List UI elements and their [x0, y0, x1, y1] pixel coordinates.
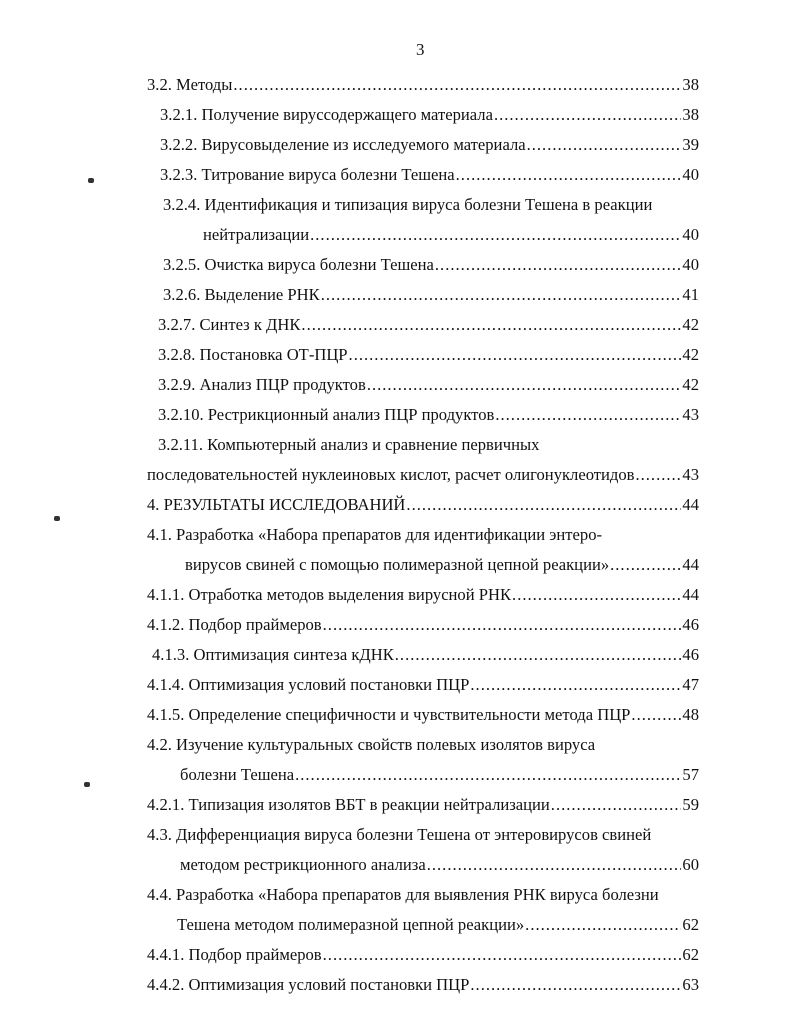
toc-entry-title: 4.4.1. Подбор праймеров: [147, 945, 322, 964]
toc-entry-title: 4.2.1. Типизация изолятов ВБТ в реакции нейтрализации: [147, 795, 550, 814]
toc-entry: [163, 195, 699, 217]
toc-entry: [185, 555, 699, 577]
toc-entry-page: 38: [682, 75, 699, 94]
scan-speck: [88, 178, 94, 183]
toc-entry-page: 46: [682, 645, 699, 664]
toc-entry-page: 46: [682, 615, 699, 634]
toc-entry-title: болезни Тешена: [180, 765, 295, 784]
toc-entry: [147, 795, 699, 817]
leader-dots: [323, 615, 682, 635]
leader-dots: [395, 645, 682, 665]
scan-speck: [54, 516, 60, 521]
leader-dots: [435, 255, 682, 275]
toc-entry-title: 3.2.9. Анализ ПЦР продуктов: [158, 375, 366, 394]
toc-entry-title: 4.4. Разработка «Набора препаратов для выявления РНК вируса болезни: [147, 885, 659, 904]
leader-dots: [470, 675, 681, 695]
toc-entry-page: 42: [682, 345, 699, 364]
toc-entry: [147, 825, 699, 847]
leader-dots: [631, 705, 681, 725]
toc-entry-page: 62: [682, 945, 699, 964]
toc-entry-title: 3.2.6. Выделение РНК: [163, 285, 320, 304]
leader-dots: [512, 585, 681, 605]
toc-entry-page: 59: [682, 795, 699, 814]
toc-entry-title: 3.2.4. Идентификация и типизация вируса болезни Тешена в реакции: [163, 195, 653, 214]
toc-entry-title: 3.2.8. Постановка ОТ-ПЦР: [158, 345, 348, 364]
toc-entry-page: 60: [682, 855, 699, 874]
toc-entry-page: 48: [682, 705, 699, 724]
toc-entry: [158, 375, 699, 397]
leader-dots: [323, 945, 682, 965]
toc-entry-title: 4.1.1. Отработка методов выделения вирусной РНК: [147, 585, 512, 604]
toc-entry-title: 3.2.10. Рестрикционный анализ ПЦР продуктов: [158, 405, 495, 424]
toc-entry: [147, 615, 699, 637]
toc-entry-title: 4.1.4. Оптимизация условий постановки ПЦР: [147, 675, 470, 694]
toc-entry-page: 43: [682, 465, 699, 484]
leader-dots: [295, 765, 681, 785]
toc-entry-title: 4.1. Разработка «Набора препаратов для идентификации энтеро-: [147, 525, 603, 544]
toc-entry-title: 4.4.2. Оптимизация условий постановки ПЦР: [147, 975, 470, 994]
leader-dots: [301, 315, 681, 335]
scan-speck: [84, 782, 90, 787]
toc-entry: [147, 465, 699, 487]
page-number: 3: [416, 40, 425, 59]
toc-entry-title: методом рестрикционного анализа: [180, 855, 426, 874]
toc-entry: [147, 75, 699, 97]
toc-entry-page: 40: [682, 255, 699, 274]
toc-entry-title: 4.1.2. Подбор праймеров: [147, 615, 322, 634]
toc-entry-title: 3.2.2. Вирусовыделение из исследуемого материала: [160, 135, 526, 154]
toc-entry: [180, 765, 699, 787]
toc-entry-title: нейтрализации: [203, 225, 310, 244]
leader-dots: [349, 345, 682, 365]
toc-entry: [147, 585, 699, 607]
toc-entry-page: 44: [682, 555, 699, 574]
toc-entry: [158, 435, 699, 457]
toc-entry-title: 4.2. Изучение культуральных свойств полевых изолятов вируса: [147, 735, 596, 754]
toc-entry-title: 3.2.3. Титрование вируса болезни Тешена: [160, 165, 455, 184]
toc-entry-title: последовательностей нуклеиновых кислот, расчет олигонуклеотидов: [147, 465, 635, 484]
toc-entry-title: 4.1.5. Определение специфичности и чувствительности метода ПЦР: [147, 705, 631, 724]
leader-dots: [427, 855, 682, 875]
toc-entry-page: 57: [682, 765, 699, 784]
toc-entry-title: 3.2.5. Очистка вируса болезни Тешена: [163, 255, 434, 274]
leader-dots: [527, 135, 682, 155]
leader-dots: [456, 165, 682, 185]
toc-entry: [158, 345, 699, 367]
leader-dots: [635, 465, 681, 485]
toc-entry-page: 40: [682, 225, 699, 244]
toc-entry-title: Тешена методом полимеразной цепной реакции»: [177, 915, 525, 934]
toc-entry: [147, 525, 699, 547]
leader-dots: [470, 975, 681, 995]
toc-entry: [160, 105, 699, 127]
toc-entry-page: 62: [682, 915, 699, 934]
toc-entry-page: 44: [682, 495, 699, 514]
toc-entry-title: 4.1.3. Оптимизация синтеза кДНК: [152, 645, 394, 664]
toc-entry: [147, 975, 699, 997]
leader-dots: [367, 375, 682, 395]
leader-dots: [321, 285, 682, 305]
toc-entry-page: 44: [682, 585, 699, 604]
toc-entry-page: 40: [682, 165, 699, 184]
leader-dots: [494, 105, 681, 125]
toc-entry-page: 42: [682, 315, 699, 334]
leader-dots: [525, 915, 681, 935]
toc-entry-title: 4. РЕЗУЛЬТАТЫ ИССЛЕДОВАНИЙ: [147, 495, 406, 514]
toc-entry-page: 39: [682, 135, 699, 154]
leader-dots: [495, 405, 681, 425]
leader-dots: [310, 225, 681, 245]
toc-entry-page: 38: [682, 105, 699, 124]
toc-entry-page: 41: [682, 285, 699, 304]
leader-dots: [406, 495, 681, 515]
toc-entry: [158, 315, 699, 337]
toc-entry: [147, 675, 699, 697]
toc-entry-title: вирусов свиней с помощью полимеразной цепной реакции»: [185, 555, 610, 574]
toc-entry-title: 4.3. Дифференциация вируса болезни Тешена от энтеровирусов свиней: [147, 825, 652, 844]
toc-entry: [203, 225, 699, 247]
toc-entry: [147, 735, 699, 757]
toc-entry: [147, 885, 699, 907]
leader-dots: [610, 555, 681, 575]
toc-entry-title: 3.2.7. Синтез к ДНК: [158, 315, 301, 334]
toc-entry: [163, 255, 699, 277]
toc-entry-title: 3.2.11. Компьютерный анализ и сравнение первичных: [158, 435, 540, 454]
toc-entry: [163, 285, 699, 307]
toc-entry-page: 47: [682, 675, 699, 694]
toc-entry: [147, 495, 699, 517]
toc-entry-title: 3.2. Методы: [147, 75, 233, 94]
toc-entry: [160, 135, 699, 157]
toc-entry-page: 63: [682, 975, 699, 994]
toc-entry: [180, 855, 699, 877]
leader-dots: [551, 795, 682, 815]
toc-entry: [160, 165, 699, 187]
toc-entry-title: 3.2.1. Получение вируссодержащего материала: [160, 105, 493, 124]
toc-entry-page: 42: [682, 375, 699, 394]
toc-entry: [177, 915, 699, 937]
toc-entry-page: 43: [682, 405, 699, 424]
toc-entry: [158, 405, 699, 427]
leader-dots: [233, 75, 681, 95]
toc-entry: [147, 705, 699, 727]
toc-entry: [152, 645, 699, 667]
toc-entry: [147, 945, 699, 967]
